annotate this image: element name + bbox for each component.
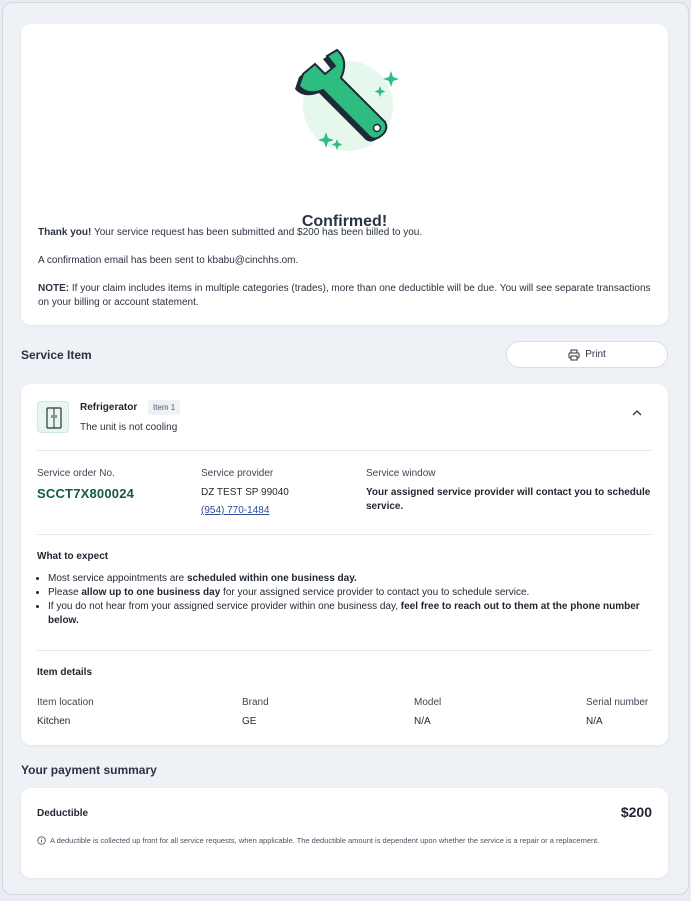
payment-summary-card	[21, 788, 668, 878]
service-window-label: Service window	[366, 468, 436, 479]
divider	[37, 650, 652, 651]
thank-you-text: Your service request has been submitted and $200 has been billed to you.	[91, 227, 423, 238]
refrigerator-icon	[37, 401, 69, 433]
print-button[interactable]	[506, 341, 668, 368]
confirmation-card	[21, 24, 668, 325]
item-badge: Item 1	[148, 400, 180, 415]
brand-value: GE	[242, 716, 257, 727]
service-order-label: Service order No.	[37, 468, 115, 479]
deductible-note-text: A deductible is collected up front for all service requests, when applicable. The deductible amount is dependent upon whether the service is a repair or a replacement.	[50, 836, 600, 845]
confirmation-title: Confirmed!	[301, 213, 388, 230]
printer-icon	[568, 349, 580, 361]
item-name: Refrigerator	[80, 402, 138, 413]
service-window-text: Your assigned service provider will contact you to schedule service.	[366, 487, 651, 512]
deductible-note	[37, 836, 599, 845]
what-to-expect-title: What to expect	[37, 551, 109, 562]
serial-number-label: Serial number	[586, 697, 649, 708]
service-item-card	[21, 384, 668, 745]
provider-phone-link[interactable]: (954) 770-1484	[201, 505, 270, 516]
note-message	[38, 282, 651, 310]
list-item: • If you do not hear from your assigned service provider within one business day, feel free to reach out to them at the phone number below.	[48, 600, 648, 628]
thank-you-bold: Thank you!	[38, 227, 92, 238]
model-label: Model	[414, 697, 442, 708]
what-to-expect-list	[48, 572, 648, 628]
service-provider-label: Service provider	[201, 468, 274, 479]
chevron-up-icon[interactable]	[631, 408, 643, 418]
item-details-title: Item details	[37, 667, 93, 678]
print-label: Print	[585, 349, 606, 360]
item-location-label: Item location	[37, 697, 94, 708]
divider	[37, 450, 652, 451]
item-location-value: Kitchen	[37, 716, 71, 727]
serial-number-value: N/A	[586, 716, 603, 727]
divider	[37, 534, 652, 535]
confirmation-email-message: A confirmation email has been sent to kbabu@cinchhs.om.	[38, 255, 299, 266]
deductible-label: Deductible	[37, 808, 89, 819]
info-icon	[37, 836, 46, 845]
brand-label: Brand	[242, 697, 269, 708]
list-item: • Most service appointments are scheduled within one business day.	[48, 572, 648, 586]
list-item: • Please allow up to one business day for your assigned service provider to contact you to schedule service.	[48, 586, 648, 600]
note-bold: NOTE:	[38, 283, 70, 294]
payment-summary-title: Your payment summary	[21, 763, 157, 777]
note-text: If your claim includes items in multiple categories (trades), more than one deductible will be due. You will see separate transactions on your billing or account statement.	[38, 283, 651, 308]
wrench-icon	[293, 46, 399, 156]
deductible-value: $200	[620, 804, 652, 820]
thank-you-message	[38, 226, 651, 240]
service-provider-name: DZ TEST SP 99040	[201, 487, 289, 498]
service-order-number: SCCT7X800024	[37, 486, 135, 501]
item-issue: The unit is not cooling	[80, 422, 178, 433]
model-value: N/A	[414, 716, 431, 727]
service-item-section-title: Service Item	[21, 348, 92, 362]
